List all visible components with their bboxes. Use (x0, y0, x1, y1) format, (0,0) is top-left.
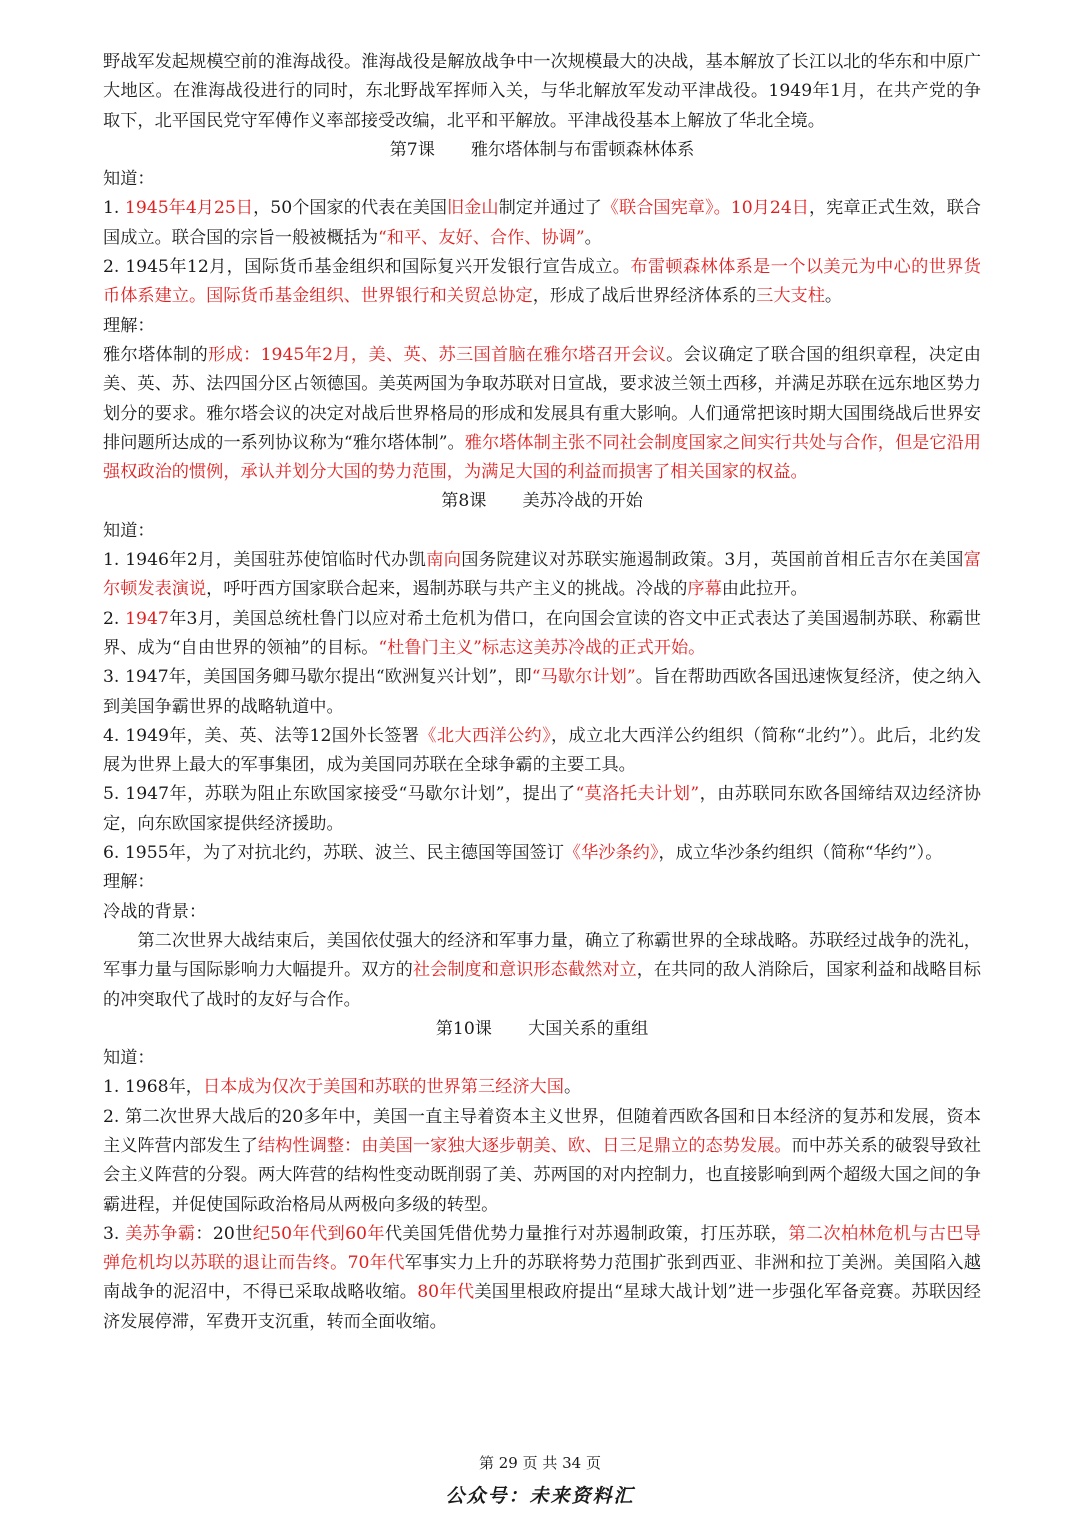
lesson-8-know-item-2 (103, 605, 981, 664)
highlighted-text: 布雷顿森林体系是一个以美元为中心的世界货币体系建立。国际货币基金组织、世界银行和关贸总协定 (103, 257, 981, 307)
know-label: 知道： (103, 520, 155, 541)
highlighted-text: 形成：1945年2月，美、英、苏三国首脑在雅尔塔召开会议 (208, 344, 667, 365)
text-run: 大国关系的重组 (527, 1018, 649, 1039)
text-run: 。 (563, 1077, 582, 1098)
text-run: 国务院建议对苏联实施遏制政策。3月，英国前首相丘吉尔在美国 (461, 550, 964, 571)
lesson-10-know-item-1 (103, 1073, 981, 1102)
highlighted-text: 美苏争霸 (125, 1223, 196, 1244)
highlighted-text: 结构性调整：由美国一家独大逐步朝美、欧、日三足鼎立的态势发展。 (257, 1135, 792, 1156)
cold-war-background-label: 冷战的背景： (103, 901, 207, 922)
lesson-7-know-item-1 (103, 194, 981, 253)
text-run: 第10课 (435, 1018, 492, 1039)
text-run: 年3月，美国总统杜鲁门以应对希土危机为借口，在向国会宣读的咨文中正式表达了美国遏制苏联、称霸世界、成为“自由世界的领袖”的目标。 (103, 608, 981, 658)
text-run: 2. (103, 608, 126, 629)
highlighted-text: 《北大西洋公约》 (419, 725, 552, 746)
document-body (103, 48, 981, 1337)
text-run: ，成立华沙条约组织（简称“华约”）。 (658, 843, 943, 864)
text-run: 3. (103, 1223, 126, 1244)
text-run: ，在共同的敌人消除后，国家利益和战略目标的冲突取代了战时的友好与合作。 (103, 960, 981, 1010)
highlighted-text: “杜鲁门主义”标志这美苏冷战的正式开始。 (378, 637, 706, 658)
text-run: 1. 1968年， (103, 1077, 203, 1098)
text-run: 。 (824, 286, 843, 307)
lesson-10-know-item-3 (103, 1220, 981, 1337)
lesson-10-heading (103, 1015, 981, 1044)
highlighted-text: “和平、友好、合作、协调” (378, 227, 585, 248)
lesson-8-heading (103, 487, 981, 516)
text-run: 第8课 (441, 491, 487, 512)
lesson-7-heading (103, 136, 981, 165)
highlighted-text: “马歇尔计划” (531, 667, 636, 688)
cold-war-background-paragraph (103, 927, 981, 1015)
text-run: ，成立北大西洋公约组织（简称“北约”）。此后，北约发展为世界上最大的军事集团，成为美国同苏联在全球争霸的主要工具。 (103, 725, 982, 776)
understand-label: 理解： (103, 315, 155, 336)
lesson-8-know-item-4 (103, 722, 981, 781)
lesson-8-know-item-6 (103, 839, 981, 868)
highlighted-text: 雅尔塔体制主张不同社会制度国家之间实行共处与合作，但是它沿用强权政治的惯例，承认并划分大国的势力范围，为满足大国的利益而损害了相关国家的权益。 (103, 432, 981, 483)
text-run: 6. 1955年，为了对抗北约，苏联、波兰、民主德国等国签订 (103, 843, 564, 864)
text-run: 1. 1946年2月，美国驻苏使馆临时代办凯 (103, 550, 427, 571)
know-label: 知道： (103, 169, 155, 190)
footer-brand: 公众号：未来资料汇 (445, 1485, 635, 1507)
text-run: 代美国凭借优势力量推行对苏遏制政策，打压苏联， (384, 1223, 789, 1244)
text-run: 3. 1947年，美国国务卿马歇尔提出“欧洲复兴计划”，即 (103, 667, 532, 688)
text-run: 。会议确定了联合国的组织章程，决定由美、英、苏、法四国分区占领德国。美英两国为争取苏联对日宣战，要求波兰领土西移，并满足苏联在远东地区势力划分的要求。雅尔塔会议的决定对战后世界格局的形成和发展具有重大影响。人们通常把该时期大国围绕战后世界安排问题所达成的一系列协议称为“雅尔塔体制”。 (103, 344, 981, 453)
understand-label: 理解： (103, 872, 155, 893)
lesson-8-know-item-3 (103, 663, 981, 722)
text-run: 野战军发起规模空前的淮海战役。淮海战役是解放战争中一次规模最大的决战，基本解放了长江以北的华东和中原广大地区。在淮海战役进行的同时，东北野战军挥师入关，与华北解放军发动平津战役。1949年1月，在共产党的争取下，北平国民党守军傅作义率部接受改编，北平和平解放。平津战役基本上解放了华北全境。 (103, 52, 981, 131)
text-run: 4. 1949年，美、英、法等12国外长签署 (103, 725, 420, 746)
highlighted-text: 《联合国宪章》。10月24日 (601, 198, 809, 219)
text-run: 第7课 (389, 139, 435, 160)
text-run: 1. (103, 198, 125, 219)
highlighted-text: 三大支柱 (756, 286, 825, 307)
text-run: 而中苏关系的破裂导致社会主义阵营的分裂。两大阵营的结构性变动既削弱了美、苏两国的对内控制力，也直接影响到两个超级大国之间的争霸进程，并促使国际政治格局从两极向多级的转型。 (103, 1135, 981, 1215)
text-run: ：20世 (195, 1223, 253, 1244)
highlighted-text: 纪50年代到60年 (252, 1223, 385, 1244)
highlighted-text: 日本成为仅次于美国和苏联的世界第三经济大国 (202, 1077, 564, 1098)
text-run: ，50个国家的代表在美国 (253, 198, 447, 219)
highlighted-text: “莫洛托夫计划” (575, 784, 700, 805)
text-run: 军事实力上升的苏联将势力范围扩张到西亚、非洲和拉丁美洲。美国陷入越南战争的泥沼中，不得已采取战略收缩。 (103, 1253, 981, 1303)
text-run: 2. 1945年12月，国际货币基金组织和国际复兴开发银行宣告成立。 (103, 257, 631, 278)
highlighted-text: 第二次柏林危机与古巴导弹危机均以苏联的退让而告终。70年代 (103, 1223, 981, 1274)
text-run: ，宪章正式生效，联合国成立。联合国的宗旨一般被概括为 (103, 198, 981, 248)
text-run: 美苏冷战的开始 (522, 491, 643, 512)
text-run: 。旨在帮助西欧各国迅速恢复经济，使之纳入到美国争霸世界的战略轨道中。 (103, 667, 981, 717)
text-run: 雅尔塔体制与布雷顿森林体系 (470, 139, 695, 160)
highlighted-text: 南向 (426, 550, 462, 571)
highlighted-text: 1945年4月25日 (124, 198, 254, 219)
highlighted-text: 1947 (125, 608, 169, 629)
lesson-8-know-item-1 (103, 546, 981, 605)
know-label: 知道： (103, 1048, 155, 1069)
text-run: 美国里根政府提出“星球大战计划”进一步强化军备竞赛。苏联因经济发展停滞，军费开支沉重，转而全面收缩。 (103, 1282, 981, 1332)
highlighted-text: 社会制度和意识形态截然对立 (412, 960, 637, 981)
intro-paragraph (103, 48, 981, 136)
page-number: 第 29 页 共 34 页 (478, 1454, 601, 1472)
highlighted-text: 旧金山 (446, 198, 499, 219)
text-run: 由此拉开。 (721, 579, 808, 600)
lesson-7-know-item-2 (103, 253, 981, 312)
text-run: ，由苏联同东欧各国缔结双边经济协定，向东欧国家提供经济援助。 (103, 784, 981, 834)
text-run: 。 (584, 227, 602, 248)
lesson-8-know-item-5 (103, 780, 981, 839)
text-run: 第二次世界大战结束后，美国依仗强大的经济和军事力量，确立了称霸世界的全球战略。苏联经过战争的洗礼，军事力量与国际影响力大幅提升。双方的 (103, 930, 981, 981)
text-run: 制定并通过了 (498, 198, 602, 219)
lesson-10-know-item-2 (103, 1103, 981, 1220)
text-run: 5. 1947年，苏联为阻止东欧国家接受“马歇尔计划”，提出了 (103, 784, 576, 805)
highlighted-text: 80年代 (417, 1282, 475, 1303)
lesson-7-understand-paragraph (103, 341, 981, 487)
text-run: ，呼吁西方国家联合起来，遏制苏联与共产主义的挑战。冷战的 (206, 579, 688, 600)
highlighted-text: 序幕 (687, 579, 722, 600)
text-run: 雅尔塔体制的 (103, 344, 209, 365)
highlighted-text: 《华沙条约》 (563, 843, 659, 864)
text-run: 2. 第二次世界大战后的20多年中，美国一直主导着资本主义世界，但随着西欧各国和日本经济的复苏和发展，资本主义阵营内部发生了 (103, 1106, 981, 1156)
highlighted-text: 富尔顿发表演说 (103, 550, 981, 600)
text-run: ，形成了战后世界经济体系的 (532, 286, 757, 307)
